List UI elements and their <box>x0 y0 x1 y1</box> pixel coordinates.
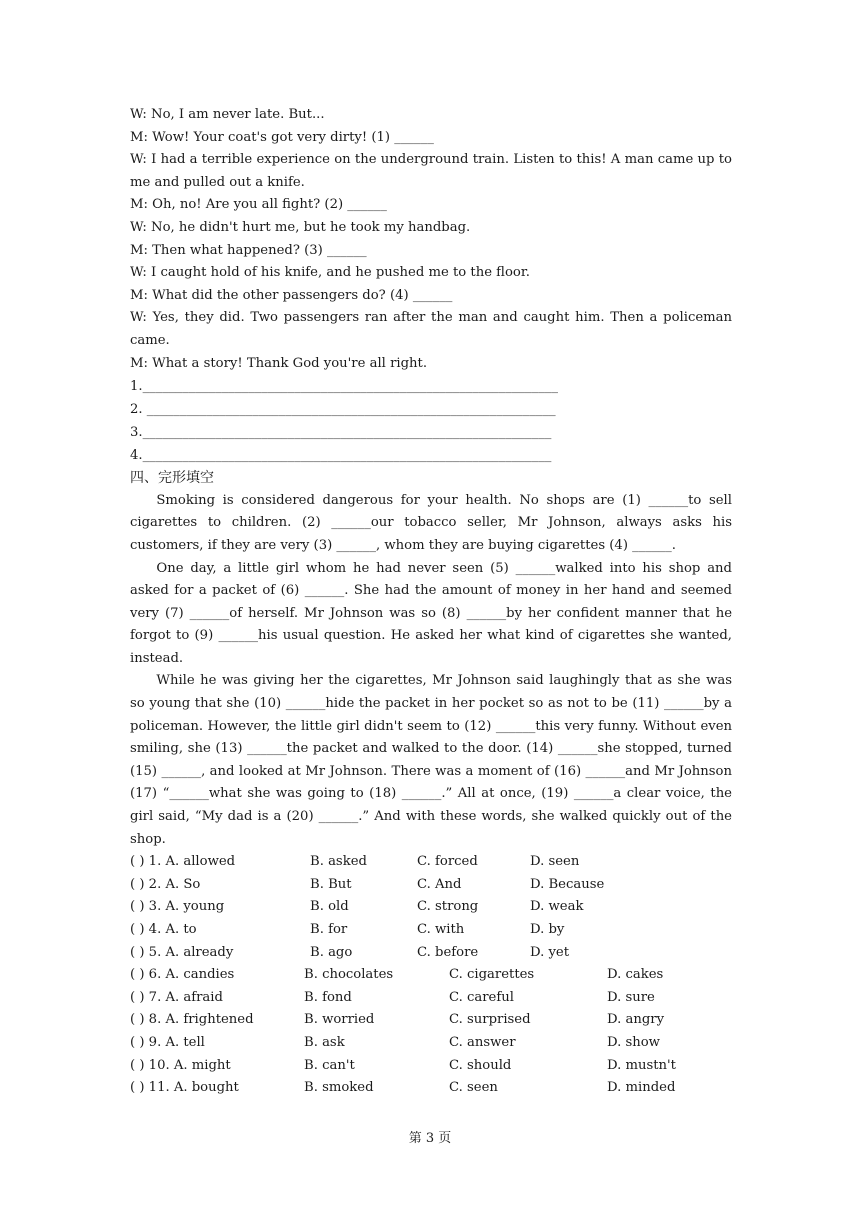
question-row <box>130 1009 732 1032</box>
option-c: C. careful <box>449 989 514 1005</box>
cloze-passage <box>130 490 732 852</box>
option-c: C. forced <box>417 854 478 870</box>
option-b: B. ask <box>304 1034 345 1050</box>
page-footer: 第 3 页 <box>408 1131 452 1146</box>
option-c: C. strong <box>417 899 479 915</box>
question-row <box>130 1077 732 1100</box>
option-d: D. by <box>530 922 565 937</box>
question-row <box>130 1055 732 1078</box>
dialogue-line: W: I caught hold of his knife, and he pushed me to the floor. <box>130 265 530 281</box>
answer-lines <box>130 375 732 467</box>
option-d: D. angry <box>607 1012 665 1028</box>
option-b: B. chocolates <box>304 967 394 983</box>
dialogue-line: M: Then what happened? (3) ______ <box>130 242 367 258</box>
option-c: C. seen <box>449 1080 498 1096</box>
question-list <box>130 851 732 1100</box>
dialogue-line: W: No, I am never late. But... <box>130 107 325 122</box>
option-c: C. surprised <box>449 1012 531 1028</box>
dialogue-line: M: Wow! Your coat's got very dirty! (1) ______ <box>130 129 434 145</box>
option-b: B. fond <box>304 989 352 1005</box>
question-number-and-option-a: ( ) 9. A. tell <box>130 1034 205 1050</box>
dialogue-line: W: No, he didn't hurt me, but he took my handbag. <box>130 219 471 235</box>
option-c: C. with <box>417 922 465 937</box>
dialogue-line: W: Yes, they did. Two passengers ran after the man and caught him. Then a policeman came. <box>130 310 732 348</box>
option-c: C. answer <box>449 1034 516 1050</box>
question-number-and-option-a: ( ) 11. A. bought <box>130 1080 239 1096</box>
answer-line: 4.______________________________________________________________ <box>130 448 552 464</box>
question-row <box>130 987 732 1010</box>
option-d: D. show <box>607 1034 660 1050</box>
option-d: D. yet <box>530 944 570 960</box>
option-d: D. weak <box>530 899 584 915</box>
question-row <box>130 964 732 987</box>
dialogue-line: M: What did the other passengers do? (4) ______ <box>130 287 453 303</box>
question-number-and-option-a: ( ) 7. A. afraid <box>130 989 223 1005</box>
option-b: B. ago <box>310 944 353 960</box>
option-b: B. smoked <box>304 1080 374 1096</box>
option-d: D. cakes <box>607 967 664 983</box>
question-number-and-option-a: ( ) 1. A. allowed <box>130 854 236 870</box>
question-number-and-option-a: ( ) 4. A. to <box>130 922 197 937</box>
question-number-and-option-a: ( ) 5. A. already <box>130 944 234 960</box>
question-row <box>130 851 732 874</box>
question-number-and-option-a: ( ) 8. A. frightened <box>130 1012 254 1028</box>
question-row <box>130 919 732 942</box>
option-d: D. Because <box>530 876 605 892</box>
question-row <box>130 942 732 965</box>
dialogue-line: M: Oh, no! Are you all fight? (2) ______ <box>130 197 387 213</box>
option-d: D. seen <box>530 854 580 870</box>
option-b: B. But <box>310 876 352 892</box>
question-number-and-option-a: ( ) 10. A. might <box>130 1057 231 1073</box>
dialogue <box>130 104 732 375</box>
option-d: D. sure <box>607 989 655 1005</box>
option-b: B. old <box>310 899 349 915</box>
answer-line: 1._______________________________________________________________ <box>130 379 558 395</box>
option-c: C. And <box>417 876 462 892</box>
option-b: B. worried <box>304 1012 375 1028</box>
option-b: B. can't <box>304 1057 355 1073</box>
passage-paragraph: One day, a little girl whom he had never seen (5) ______walked into his shop and asked for a packet of (6) ______. She had the amount of money in her hand and seemed very (7) ______of herself. Mr Johnson was so (8) ______by her confident manner that he forgot to (9) ______his usual question. He asked her what kind of cigarettes she wanted, instead. <box>130 560 732 666</box>
document-page <box>130 104 732 1100</box>
question-row <box>130 874 732 897</box>
dialogue-line: W: I had a terrible experience on the underground train. Listen to this! A man came up to me and pulled out a knife. <box>130 152 732 190</box>
question-row <box>130 1032 732 1055</box>
question-row <box>130 896 732 919</box>
option-b: B. asked <box>310 854 367 870</box>
option-d: D. mustn't <box>607 1057 676 1073</box>
question-number-and-option-a: ( ) 2. A. So <box>130 876 201 892</box>
section-title: 四、完形填空 <box>130 470 214 487</box>
answer-line: 2. ______________________________________________________________ <box>130 402 556 418</box>
question-number-and-option-a: ( ) 3. A. young <box>130 899 225 915</box>
answer-line: 3.______________________________________________________________ <box>130 425 552 441</box>
option-c: C. before <box>417 944 479 960</box>
option-d: D. minded <box>607 1080 676 1096</box>
option-c: C. cigarettes <box>449 967 535 983</box>
passage-paragraph: Smoking is considered dangerous for your health. No shops are (1) ______to sell cigarettes to children. (2) ______our tobacco seller, Mr Johnson, always asks his customers, if they are very (3) ______, whom they are buying cigarettes (4) ______. <box>130 492 732 553</box>
passage-paragraph: While he was giving her the cigarettes, Mr Johnson said laughingly that as she was so young that she (10) ______hide the packet in her pocket so as not to be (11) ______by a policeman. However, the little girl didn't seem to (12) ______this very funny. Without even smiling, she (13) ______the packet and walked to the door. (14) ______she stopped, turned (15) ______, and looked at Mr Johnson. There was a moment of (16) ______and Mr Johnson (17) “______what she was going to (18) ______.” All at once, (19) ______a clear voice, the girl said, “My dad is a (20) ______.” And with these words, she walked quickly out of the shop. <box>130 673 732 847</box>
option-b: B. for <box>310 922 348 937</box>
dialogue-line: M: What a story! Thank God you're all right. <box>130 355 428 371</box>
option-c: C. should <box>449 1057 512 1073</box>
question-number-and-option-a: ( ) 6. A. candies <box>130 967 235 983</box>
